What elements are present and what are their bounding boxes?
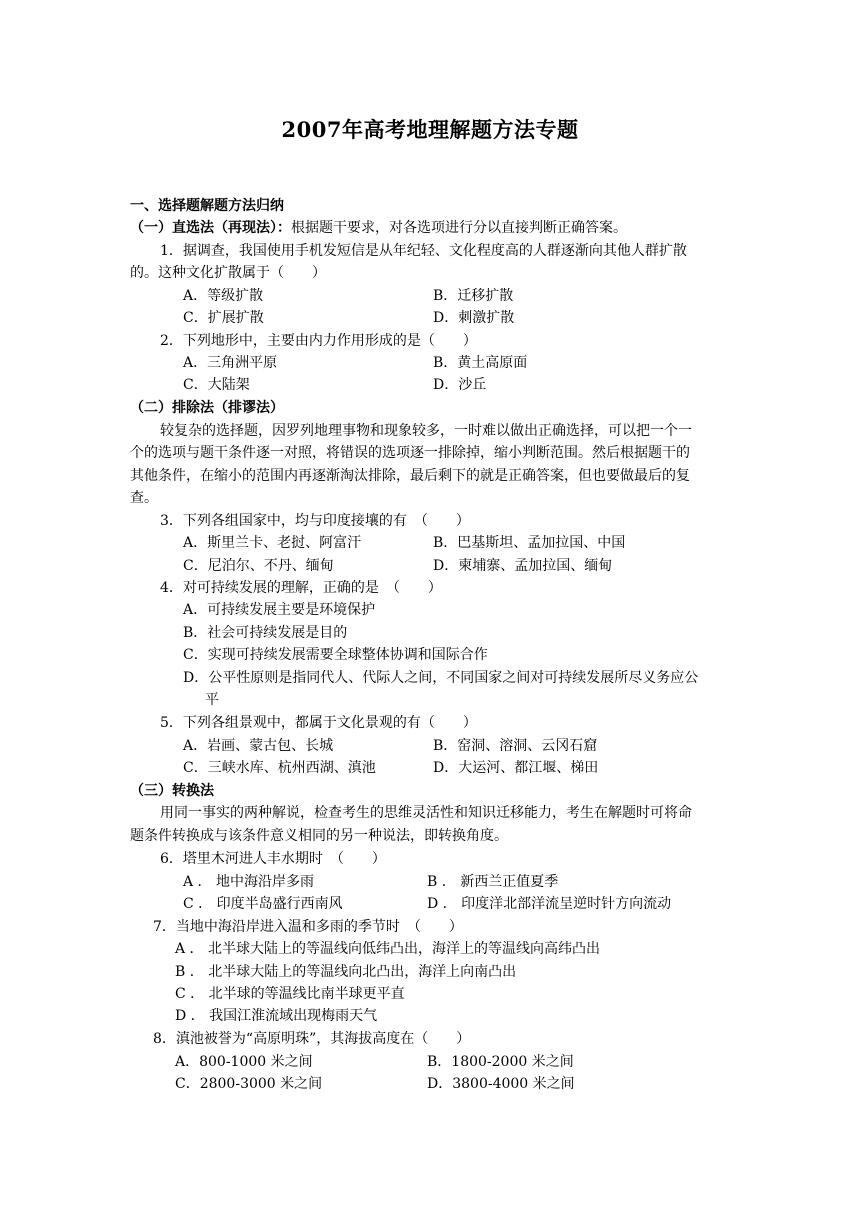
method-2-heading: （二）排除法（排谬法） xyxy=(130,400,284,416)
question-8-stem: 8．滇池被誉为“高原明珠”，其海拔高度在（ ） xyxy=(153,1031,471,1047)
question-3-option-c: C．尼泊尔、不丹、缅甸 xyxy=(183,558,334,574)
method-2-paragraph-cont: 其他条件，在缩小的范围内再逐渐淘汰排除，最后剩下的就是正确答案，但也要做最后的复 xyxy=(130,468,690,484)
method-2-paragraph: 较复杂的选择题，因罗列地理事物和现象较多，一时难以做出正确选择，可以把一个一 xyxy=(160,423,692,439)
method-2-paragraph-cont: 查。 xyxy=(130,490,158,506)
question-1-stem: 1．据调查，我国使用手机发短信是从年纪轻、文化程度高的人群逐渐向其他人群扩散 xyxy=(160,243,687,259)
question-7-stem: 7．当地中海沿岸进入温和多雨的季节时 （ ） xyxy=(153,919,463,935)
question-4-option-d-cont: 平 xyxy=(205,692,219,708)
question-5-option-a: A．岩画、蒙古包、长城 xyxy=(183,738,334,754)
question-7-option-d: D ． 我国江淮流域出现梅雨天气 xyxy=(175,1008,378,1024)
document-title: 2007年高考地理解题方法专题 xyxy=(281,117,579,142)
question-6-option-a: A ． 地中海沿岸多雨 xyxy=(183,874,315,890)
question-5-stem: 5．下列各组景观中，都属于文化景观的有（ ） xyxy=(160,715,477,731)
question-1-option-d: D．刺激扩散 xyxy=(433,310,515,326)
question-8-option-d: D．3800-4000 米之间 xyxy=(427,1076,575,1092)
question-4-option-b: B．社会可持续发展是目的 xyxy=(183,625,348,641)
question-7-option-a: A ． 北半球大陆上的等温线向低纬凸出，海洋上的等温线向高纬凸出 xyxy=(175,941,601,957)
method-1-heading: （一）直选法（再现法）： xyxy=(130,220,291,236)
method-2-paragraph-cont: 个的选项与题干条件逐一对照，将错误的选项逐一排除掉，缩小判断范围。然后根据题干的 xyxy=(130,445,690,461)
question-3-option-a: A．斯里兰卡、老挝、阿富汗 xyxy=(183,535,362,551)
question-4-option-c: C．实现可持续发展需要全球整体协调和国际合作 xyxy=(183,647,488,663)
question-8-option-b: B．1800-2000 米之间 xyxy=(427,1054,574,1070)
question-7-option-c: C ． 北半球的等温线比南半球更平直 xyxy=(175,986,405,1002)
question-6-stem: 6．塔里木河进人丰水期时 （ ） xyxy=(160,851,386,867)
question-2-option-d: D．沙丘 xyxy=(433,377,487,393)
question-8-option-c: C．2800-3000 米之间 xyxy=(175,1076,323,1092)
question-5-option-b: B．窑洞、溶洞、云冈石窟 xyxy=(433,738,598,754)
question-6-option-d: D ． 印度洋北部洋流呈逆时针方向流动 xyxy=(427,896,672,912)
question-1-stem-cont: 的。这种文化扩散属于（ ） xyxy=(130,265,326,281)
question-5-option-d: D．大运河、都江堰、梯田 xyxy=(433,760,599,776)
question-6-option-b: B ． 新西兰正值夏季 xyxy=(427,874,559,890)
question-4-option-a: A．可持续发展主要是环境保护 xyxy=(183,602,376,618)
section-heading: 一、选择题解题方法归纳 xyxy=(130,198,284,214)
question-2-option-b: B．黄土高原面 xyxy=(433,355,528,371)
question-1-option-c: C．扩展扩散 xyxy=(183,310,264,326)
method-1-desc: 根据题干要求，对各选项进行分以直接判断正确答案。 xyxy=(291,220,627,236)
question-8-option-a: A．800-1000 米之间 xyxy=(175,1054,313,1070)
question-4-option-d: D．公平性原则是指同代人、代际人之间，不同国家之间对可持续发展所尽义务应公 xyxy=(183,670,699,686)
question-7-option-b: B ． 北半球大陆上的等温线向北凸出，海洋上向南凸出 xyxy=(175,964,517,980)
question-3-option-b: B．巴基斯坦、孟加拉国、中国 xyxy=(433,535,626,551)
question-3-option-d: D．柬埔寨、孟加拉国、缅甸 xyxy=(433,558,613,574)
method-1-line xyxy=(130,218,627,238)
question-2-option-c: C．大陆架 xyxy=(183,377,250,393)
question-4-stem: 4．对可持续发展的理解，正确的是 （ ） xyxy=(160,580,442,596)
question-6-option-c: C ． 印度半岛盛行西南风 xyxy=(183,896,343,912)
question-3-stem: 3．下列各组国家中，均与印度接壤的有 （ ） xyxy=(160,513,470,529)
question-1-option-b: B．迁移扩散 xyxy=(433,288,514,304)
question-5-option-c: C．三峡水库、杭州西湖、滇池 xyxy=(183,760,376,776)
question-2-stem: 2．下列地形中，主要由内力作用形成的是（ ） xyxy=(160,333,477,349)
method-3-paragraph: 用同一事实的两种解说，检查考生的思维灵活性和知识迁移能力，考生在解题时可将命 xyxy=(160,805,692,821)
method-3-heading: （三）转换法 xyxy=(130,783,214,799)
question-2-option-a: A．三角洲平原 xyxy=(183,355,278,371)
question-1-option-a: A．等级扩散 xyxy=(183,288,264,304)
method-3-paragraph-cont: 题条件转换成与该条件意义相同的另一种说法，即转换角度。 xyxy=(130,828,508,844)
